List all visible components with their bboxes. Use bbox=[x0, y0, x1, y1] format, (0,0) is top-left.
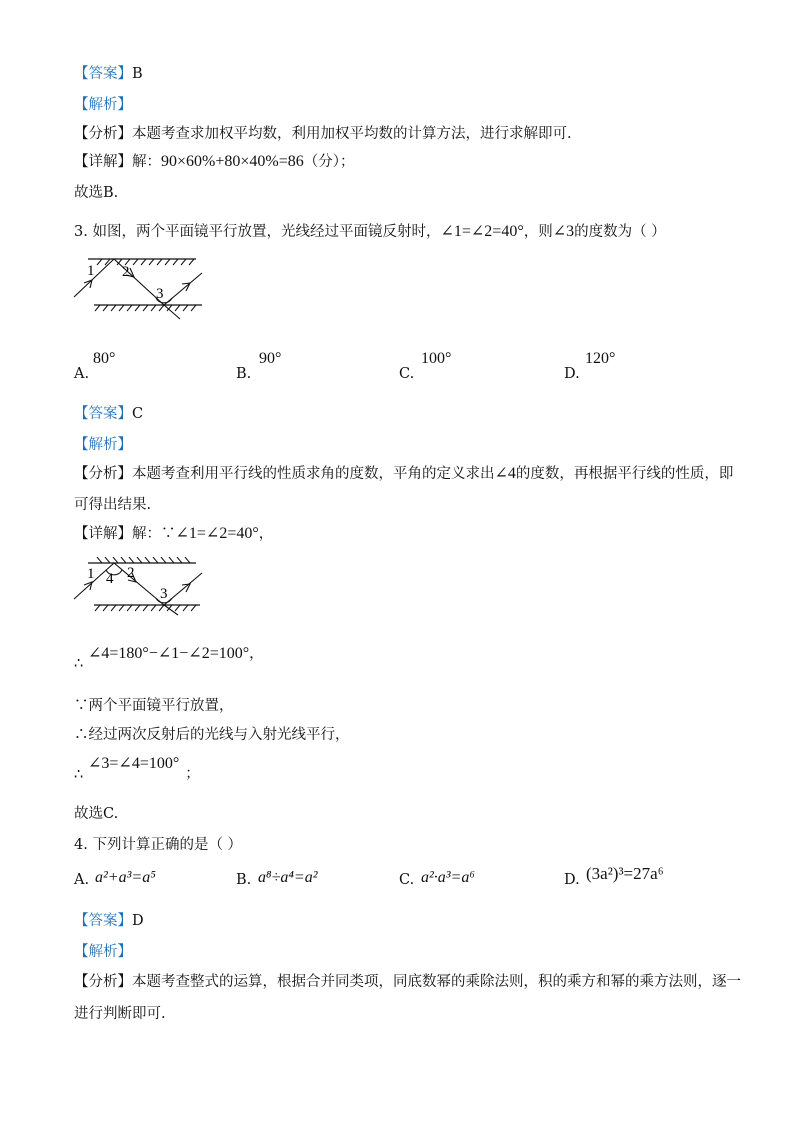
q3-option-b-value: 90° bbox=[259, 350, 282, 367]
q3-option-a-value: 80° bbox=[93, 350, 116, 367]
fig2-label-2: 2 bbox=[127, 565, 135, 581]
step2-suffix: ； bbox=[185, 766, 200, 782]
q2-detail-line bbox=[74, 150, 355, 171]
q3-therefore-2: ∴ bbox=[74, 767, 84, 783]
detail-formula: 90×60%+80×40%=86 bbox=[161, 153, 304, 170]
answer-tag: 【答案】 bbox=[74, 913, 132, 929]
mirror-figure bbox=[70, 253, 210, 323]
q4-fenxi-line bbox=[74, 970, 741, 991]
q4-option-d-value: (3a²)³=27a⁶ bbox=[586, 864, 664, 883]
detail-prefix: 解： bbox=[132, 154, 161, 170]
detail-tag: 【详解】 bbox=[74, 154, 132, 170]
q2-conclusion: 故选B. bbox=[74, 185, 119, 201]
fenxi-text-a: 本题考查整式的运算，根据合并同类项，同底数幂的乘除法则，积的乘方和幂的乘方法则，逐一 bbox=[132, 974, 741, 990]
stem-mid: ，则 bbox=[523, 224, 553, 240]
q4-analysis-line bbox=[74, 940, 132, 961]
step1-formula: ∠4=180°−∠1−∠2=100° bbox=[88, 645, 250, 662]
q2-fenxi-line bbox=[74, 122, 572, 143]
q3-answer-line bbox=[74, 402, 143, 423]
q3-option-b-letter: B. bbox=[236, 366, 252, 382]
q3-option-a-letter: A. bbox=[74, 366, 90, 382]
q3-therefore-line: ∴经过两次反射后的光线与入射光线平行， bbox=[74, 727, 350, 743]
answer-value: B bbox=[132, 66, 143, 82]
fig2-label-1: 1 bbox=[87, 566, 95, 582]
q3-detail-line bbox=[74, 522, 273, 543]
fenxi-formula: ∠4 bbox=[494, 465, 516, 482]
fenxi-text-b: 的度数，再根据平行线的性质，即 bbox=[515, 466, 734, 482]
fig1-label-1: 1 bbox=[87, 263, 95, 279]
q4-option-d-letter: D. bbox=[564, 872, 580, 888]
stem-formula2: ∠3 bbox=[552, 223, 575, 240]
detail-tag: 【详解】 bbox=[74, 526, 132, 542]
fenxi-tag: 【分析】 bbox=[74, 126, 132, 142]
fenxi-text-a: 本题考查利用平行线的性质求角的度数，平角的定义求出 bbox=[132, 466, 495, 482]
step1-suffix: ， bbox=[249, 646, 264, 662]
q4-option-c-letter: C. bbox=[399, 872, 415, 888]
q4-option-b-value: a⁸÷a⁴=a² bbox=[258, 869, 318, 886]
detail-suffix: ， bbox=[258, 526, 274, 542]
q2-answer-line bbox=[74, 62, 143, 83]
fig2-label-4: 4 bbox=[106, 571, 114, 587]
fenxi-tag: 【分析】 bbox=[74, 466, 132, 482]
fig2-label-3: 3 bbox=[160, 586, 168, 602]
q3-fenxi-line bbox=[74, 462, 733, 483]
detail-suffix: （分）； bbox=[303, 154, 355, 170]
answer-tag: 【答案】 bbox=[74, 406, 132, 422]
q4-option-a-letter: A. bbox=[74, 872, 90, 888]
step2-formula: ∠3=∠4=100° bbox=[88, 755, 180, 772]
answer-value: C bbox=[132, 406, 144, 422]
analysis-tag: 【解析】 bbox=[74, 437, 132, 453]
q3-option-c-letter: C. bbox=[399, 366, 415, 382]
q4-fenxi-line-2: 进行判断即可. bbox=[74, 1006, 166, 1022]
q3-analysis-line bbox=[74, 433, 132, 454]
fenxi-text: 本题考查求加权平均数，利用加权平均数的计算方法，进行求解即可. bbox=[132, 126, 572, 142]
q3-because-line: ∵两个平面镜平行放置， bbox=[74, 698, 234, 714]
q3-fenxi-line-2: 可得出结果. bbox=[74, 497, 152, 513]
detail-prefix: 解：∵ bbox=[132, 526, 176, 542]
stem-prefix: 3. 如图，两个平面镜平行放置，光线经过平面镜反射时， bbox=[74, 224, 441, 240]
q3-option-d-letter: D. bbox=[564, 366, 580, 382]
mirror-figure-2 bbox=[70, 557, 210, 617]
q3-option-d-value: 120° bbox=[585, 350, 616, 367]
q4-stem: 4. 下列计算正确的是（ ） bbox=[74, 837, 243, 853]
detail-formula: ∠1=∠2=40° bbox=[175, 525, 259, 542]
analysis-tag: 【解析】 bbox=[74, 97, 132, 113]
answer-tag: 【答案】 bbox=[74, 66, 132, 82]
q4-option-c-value: a²·a³=a⁶ bbox=[421, 869, 475, 886]
fenxi-tag: 【分析】 bbox=[74, 974, 132, 990]
q3-conclusion: 故选C. bbox=[74, 806, 119, 822]
q4-option-a-value: a²+a³=a⁵ bbox=[95, 869, 156, 886]
stem-formula: ∠1=∠2=40° bbox=[440, 223, 524, 240]
stem-suffix: 的度数为（ ） bbox=[574, 224, 666, 240]
fig1-label-2: 2 bbox=[122, 264, 130, 280]
answer-value: D bbox=[132, 913, 144, 929]
q3-stem bbox=[74, 220, 666, 241]
analysis-tag: 【解析】 bbox=[74, 944, 132, 960]
q3-step1 bbox=[88, 642, 264, 663]
q4-answer-line bbox=[74, 909, 144, 930]
q3-therefore-1: ∴ bbox=[74, 656, 84, 672]
q4-option-b-letter: B. bbox=[236, 872, 252, 888]
q3-step2 bbox=[88, 752, 200, 782]
fig1-label-3: 3 bbox=[156, 286, 164, 302]
q2-analysis-line bbox=[74, 93, 132, 114]
q3-option-c-value: 100° bbox=[421, 350, 452, 367]
